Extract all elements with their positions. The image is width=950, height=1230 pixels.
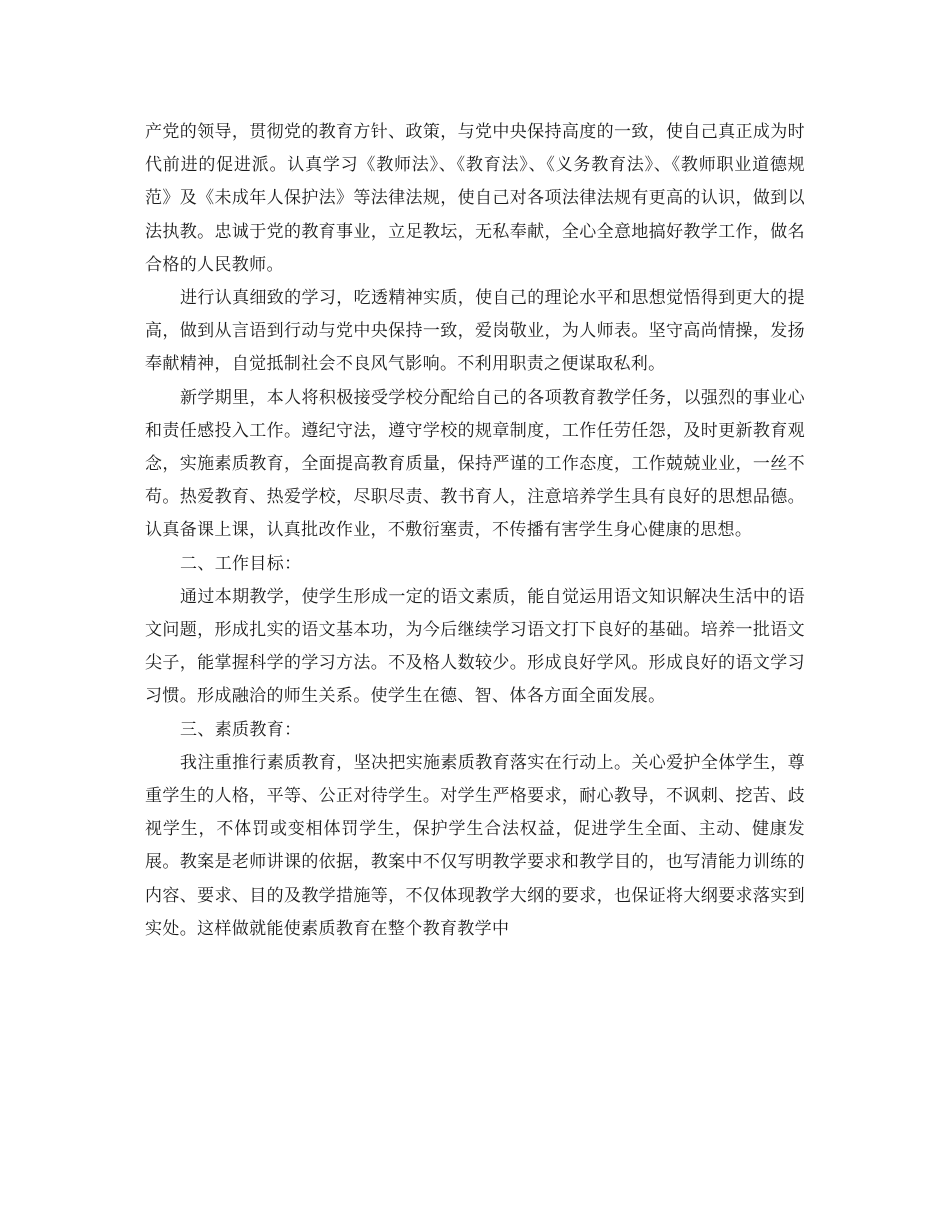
paragraph-2: 进行认真细致的学习，吃透精神实质，使自己的理论水平和思想觉悟得到更大的提高，做到从言语到行动与党中央保持一致，爱岗敬业，为人师表。坚守高尚情操，发扬奉献精神，自觉抵制社会不良风气影响。不利用职责之便谋取私利。 xyxy=(145,288,805,375)
section-heading-quality-education: 三、素质教育： xyxy=(180,719,302,740)
paragraph-3: 新学期里，本人将积极接受学校分配给自己的各项教育教学任务，以强烈的事业心和责任感投入工作。遵纪守法，遵守学校的规章制度，工作任劳任怨，及时更新教育观念，实施素质教育，全面提高教育质量，保持严谨的工作态度，工作兢兢业业，一丝不苟。热爱教育、热爱学校，尽职尽责、教书育人，注意培养学生具有良好的思想品德。认真备课上课，认真批改作业，不敷衍塞责，不传播有害学生身心健康的思想。 xyxy=(145,387,805,541)
paragraph-4: 通过本期教学，使学生形成一定的语文素质，能自觉运用语文知识解决生活中的语文问题，形成扎实的语文基本功，为今后继续学习语文打下良好的基础。培养一批语文尖子，能掌握科学的学习方法。不及格人数较少。形成良好学风。形成良好的语文学习习惯。形成融洽的师生关系。使学生在德、智、体各方面全面发展。 xyxy=(145,586,805,707)
paragraph-1: 产党的领导，贯彻党的教育方针、政策，与党中央保持高度的一致，使自己真正成为时代前进的促进派。认真学习《教师法》、《教育法》、《义务教育法》、《教师职业道德规范》及《未成年人保护法》等法律法规，使自己对各项法律法规有更高的认识，做到以法执教。忠诚于党的教育事业，立足教坛，无私奉献，全心全意地搞好教学工作，做名合格的人民教师。 xyxy=(145,122,805,275)
document-body xyxy=(145,116,805,946)
section-heading-work-goals: 二、工作目标： xyxy=(180,553,302,574)
paragraph-5: 我注重推行素质教育，坚决把实施素质教育落实在行动上。关心爱护全体学生，尊重学生的人格，平等、公正对待学生。对学生严格要求，耐心教导，不讽刺、挖苦、歧视学生，不体罚或变相体罚学生，保护学生合法权益，促进学生全面、主动、健康发展。教案是老师讲课的依据，教案中不仅写明教学要求和教学目的，也写清能力训练的内容、要求、目的及教学措施等，不仅体现教学大纲的要求，也保证将大纲要求落实到实处。这样做就能使素质教育在整个教育教学中 xyxy=(145,752,805,939)
